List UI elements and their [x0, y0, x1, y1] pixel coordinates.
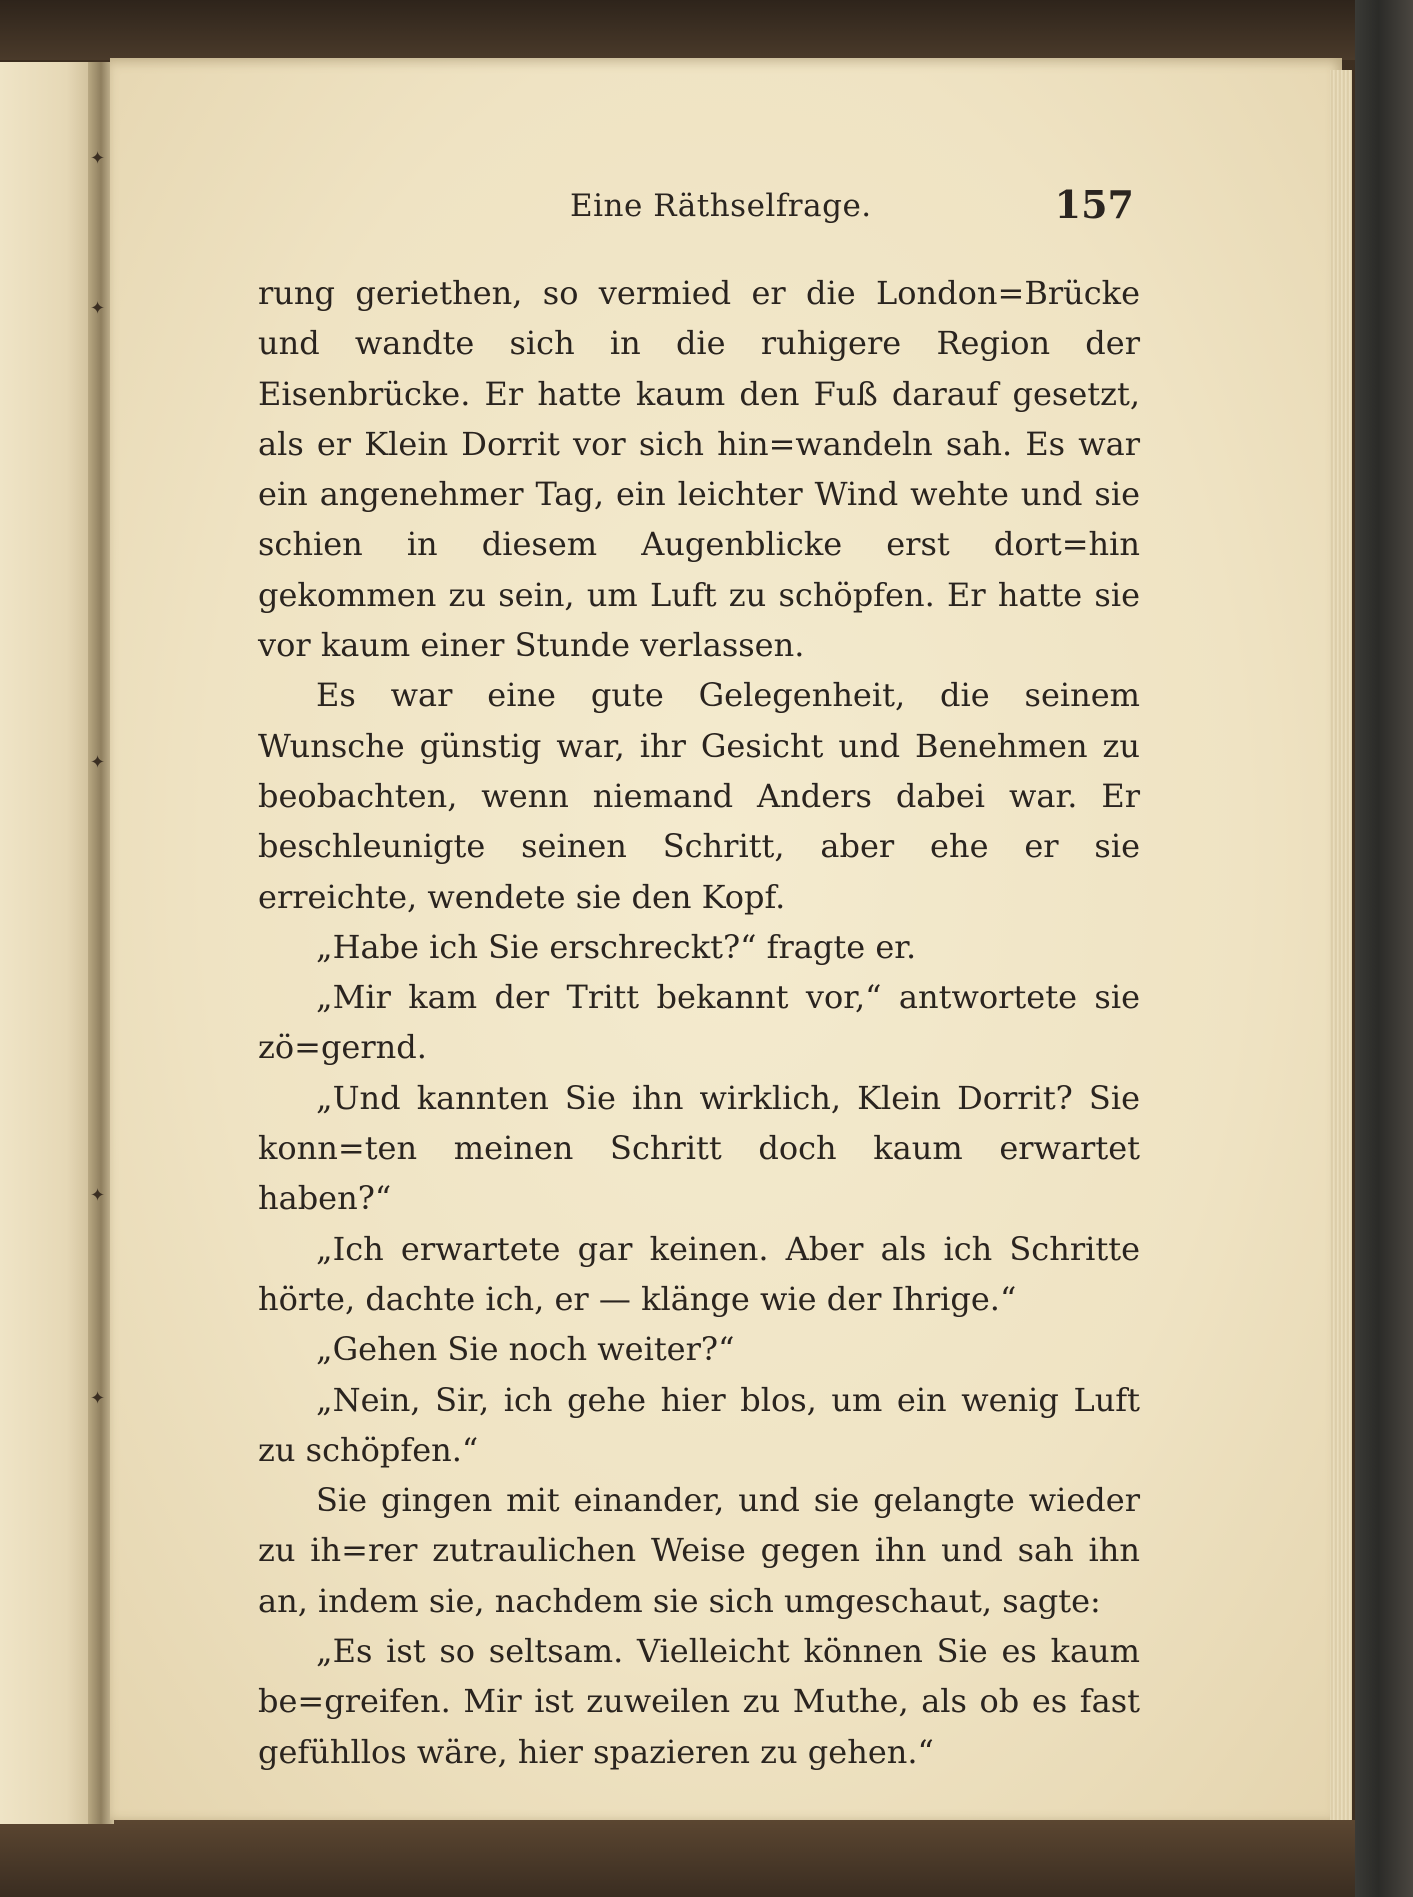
page-number: 157 [1054, 182, 1134, 227]
book-cover-top [0, 0, 1413, 60]
paragraph: Es war eine gute Gelegenheit, die seinem Wunsche günstig war, ihr Gesicht und Benehmen zu beobachten, wenn niemand Anders dabei war. Er beschleunigte seinen Schritt, aber ehe er sie erreichte, wendete sie den Kopf. [258, 676, 1140, 916]
paragraph: „Und kannten Sie ihn wirklich, Klein Dorrit? Sie konn=ten meinen Schritt doch kaum erwartet haben?“ [258, 1078, 1140, 1218]
book-cover-bottom [0, 1820, 1413, 1897]
margin-mark-icon: ✦ [90, 752, 106, 773]
running-title: Eine Räthselfrage. [570, 188, 872, 224]
paragraph: „Habe ich Sie erschreckt?“ fragte er. [316, 927, 917, 966]
page-header [260, 170, 1140, 230]
margin-mark-icon: ✦ [90, 1388, 106, 1409]
paragraph: „Gehen Sie noch weiter?“ [316, 1330, 735, 1369]
margin-mark-icon: ✦ [90, 298, 106, 319]
paragraph: Sie gingen mit einander, und sie gelangte wieder zu ih=rer zutraulichen Weise gegen ihn und sah ihn an, indem sie, nachdem sie sich umgeschaut, sagte: [258, 1481, 1140, 1620]
page-stack-edge [1330, 70, 1352, 1820]
facing-page-edge [0, 62, 95, 1824]
paragraph: „Nein, Sir, ich gehe hier blos, um ein wenig Luft zu schöpfen.“ [258, 1380, 1140, 1469]
paragraph: „Ich erwartete gar keinen. Aber als ich Schritte hörte, dachte ich, er — klänge wie der Ihrige.“ [258, 1229, 1140, 1318]
book-cover-right [1355, 0, 1413, 1897]
paragraph: „Es ist so seltsam. Vielleicht können Sie es kaum be=greifen. Mir ist zuweilen zu Muthe, als ob es fast gefühllos wäre, hier spazieren zu gehen.“ [258, 1632, 1140, 1771]
body-text [258, 268, 1140, 1777]
paragraph: „Mir kam der Tritt bekannt vor,“ antwortete sie zö=gernd. [258, 978, 1140, 1067]
margin-mark-icon: ✦ [90, 148, 106, 169]
margin-mark-icon: ✦ [90, 1185, 106, 1206]
paragraph: rung geriethen, so vermied er die London=Brücke und wandte sich in die ruhigere Region der Eisenbrücke. Er hatte kaum den Fuß darauf gesetzt, als er Klein Dorrit vor sich hin=wandeln sah. Es war ein angenehmer Tag, ein leichter Wind wehte und sie schien in diesem Augenblicke erst dort=hin gekommen zu sein, um Luft zu schöpfen. Er hatte sie vor kaum einer Stunde verlassen. [258, 274, 1140, 665]
